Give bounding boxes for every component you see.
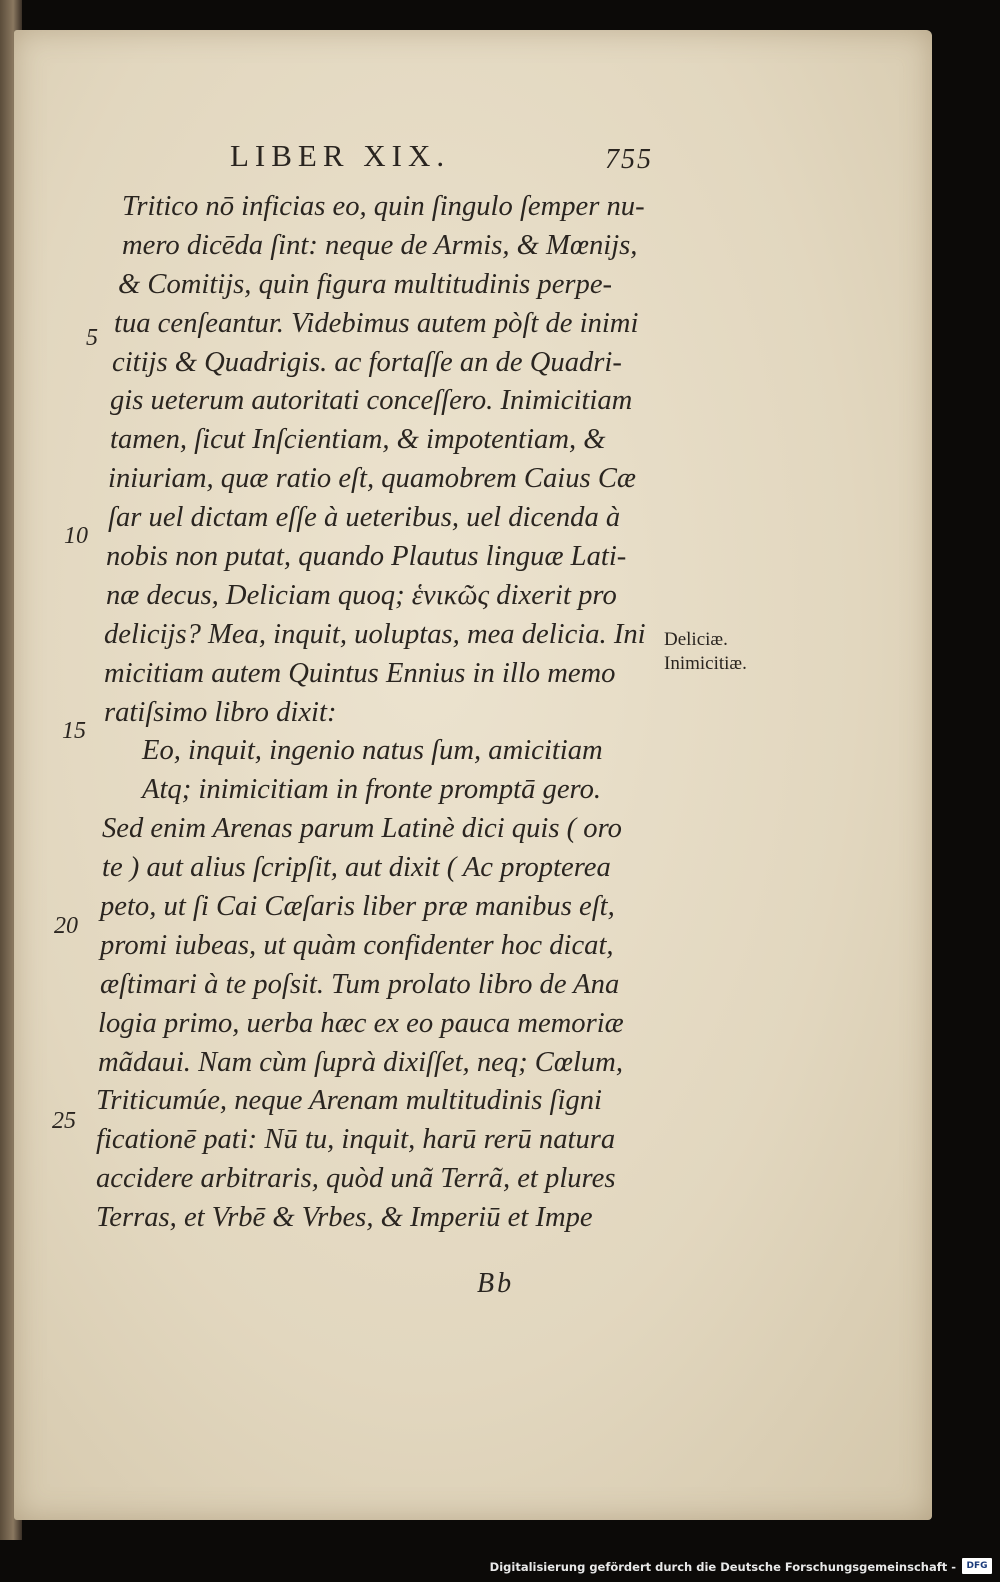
text-line: delicijs? Mea, inquit, uoluptas, mea delicia. Ini (104, 618, 646, 650)
text-line: nobis non putat, quando Plautus linguæ Lati- (106, 541, 627, 573)
text-line: micitiam autem Quintus Ennius in illo memo (104, 657, 616, 689)
margin-note-inimicitiae: Inimicitiæ. (664, 653, 747, 674)
text-line: Sed enim Arenas parum Latinè dici quis ( oro (102, 813, 622, 845)
line-number-25: 25 (52, 1108, 76, 1134)
line-number-20: 20 (54, 913, 78, 939)
text-line: ratiſsimo libro dixit: (104, 696, 337, 728)
line-number-5: 5 (86, 325, 98, 351)
digitization-credit: Digitalisierung gefördert durch die Deutsche Forschungsgemeinschaft - (489, 1560, 956, 1574)
text-line: te ) aut alius ſcripſit, aut dixit ( Ac propterea (102, 852, 611, 884)
verse-line: Atq; inimicitiam in fronte promptā gero. (142, 774, 602, 806)
line-number-10: 10 (64, 523, 88, 549)
body-text (96, 188, 676, 1238)
line-number-15: 15 (62, 718, 86, 744)
text-line: Tritico nō inficias eo, quin ſingulo ſemper nu- (122, 191, 645, 222)
text-line: peto, ut ſi Cai Cæſaris liber præ manibus eſt, (100, 891, 615, 923)
text-line: Terras, et Vrbē & Vrbes, & Imperiū et Impe (96, 1202, 593, 1234)
text-line: ficationē pati: Nū tu, inquit, harū rerū natura (96, 1124, 616, 1156)
text-line: Triticumúe, neque Arenam multitudinis ſigni (96, 1085, 602, 1117)
text-line: iniuriam, quæ ratio eſt, quamobrem Caius Cæ (108, 463, 636, 495)
margin-notes (664, 628, 814, 676)
text-line: & Comitijs, quin figura multitudinis perpe- (118, 268, 613, 300)
text-line: ſar uel dictam eſſe à ueteribus, uel dicenda à (108, 502, 621, 534)
text-line: logia primo, uerba hæc ex eo pauca memoriæ (98, 1007, 624, 1039)
text-line: mãdaui. Nam cùm ſuprà dixiſſet, neq; Cœlum, (98, 1046, 623, 1078)
text-line: gis ueterum autoritati conceſſero. Inimicitiam (110, 385, 633, 417)
text-line: æſtimari à te poſsit. Tum prolato libro de Ana (100, 968, 620, 1000)
footer-bar (0, 1550, 1000, 1582)
text-line: tua cenſeantur. Videbimus autem pòſt de inimi (114, 307, 639, 339)
signature-mark: Bb (477, 1268, 515, 1299)
text-line: accidere arbitraris, quòd unã Terrã, et plures (96, 1163, 616, 1195)
text-line: mero dicēda ſint: neque de Armis, & Mœnijs, (122, 229, 638, 261)
margin-note-deliciae: Deliciæ. (664, 629, 728, 650)
page-header (230, 138, 670, 188)
text-line: citijs & Quadrigis. ac fortaſſe an de Quadri- (112, 346, 622, 378)
page-number: 755 (605, 144, 653, 175)
text-line: promi iubeas, ut quàm confidenter hoc dicat, (100, 929, 614, 961)
text-line: tamen, ſicut Inſcientiam, & impotentiam, & (110, 424, 606, 456)
running-title: LIBER XIX. (230, 138, 451, 173)
dfg-logo: DFG (962, 1558, 992, 1574)
verse-line: Eo, inquit, ingenio natus ſum, amicitiam (142, 735, 603, 767)
text-line: næ decus, Deliciam quoq; ἑνικῶς dixerit pro (106, 579, 617, 611)
